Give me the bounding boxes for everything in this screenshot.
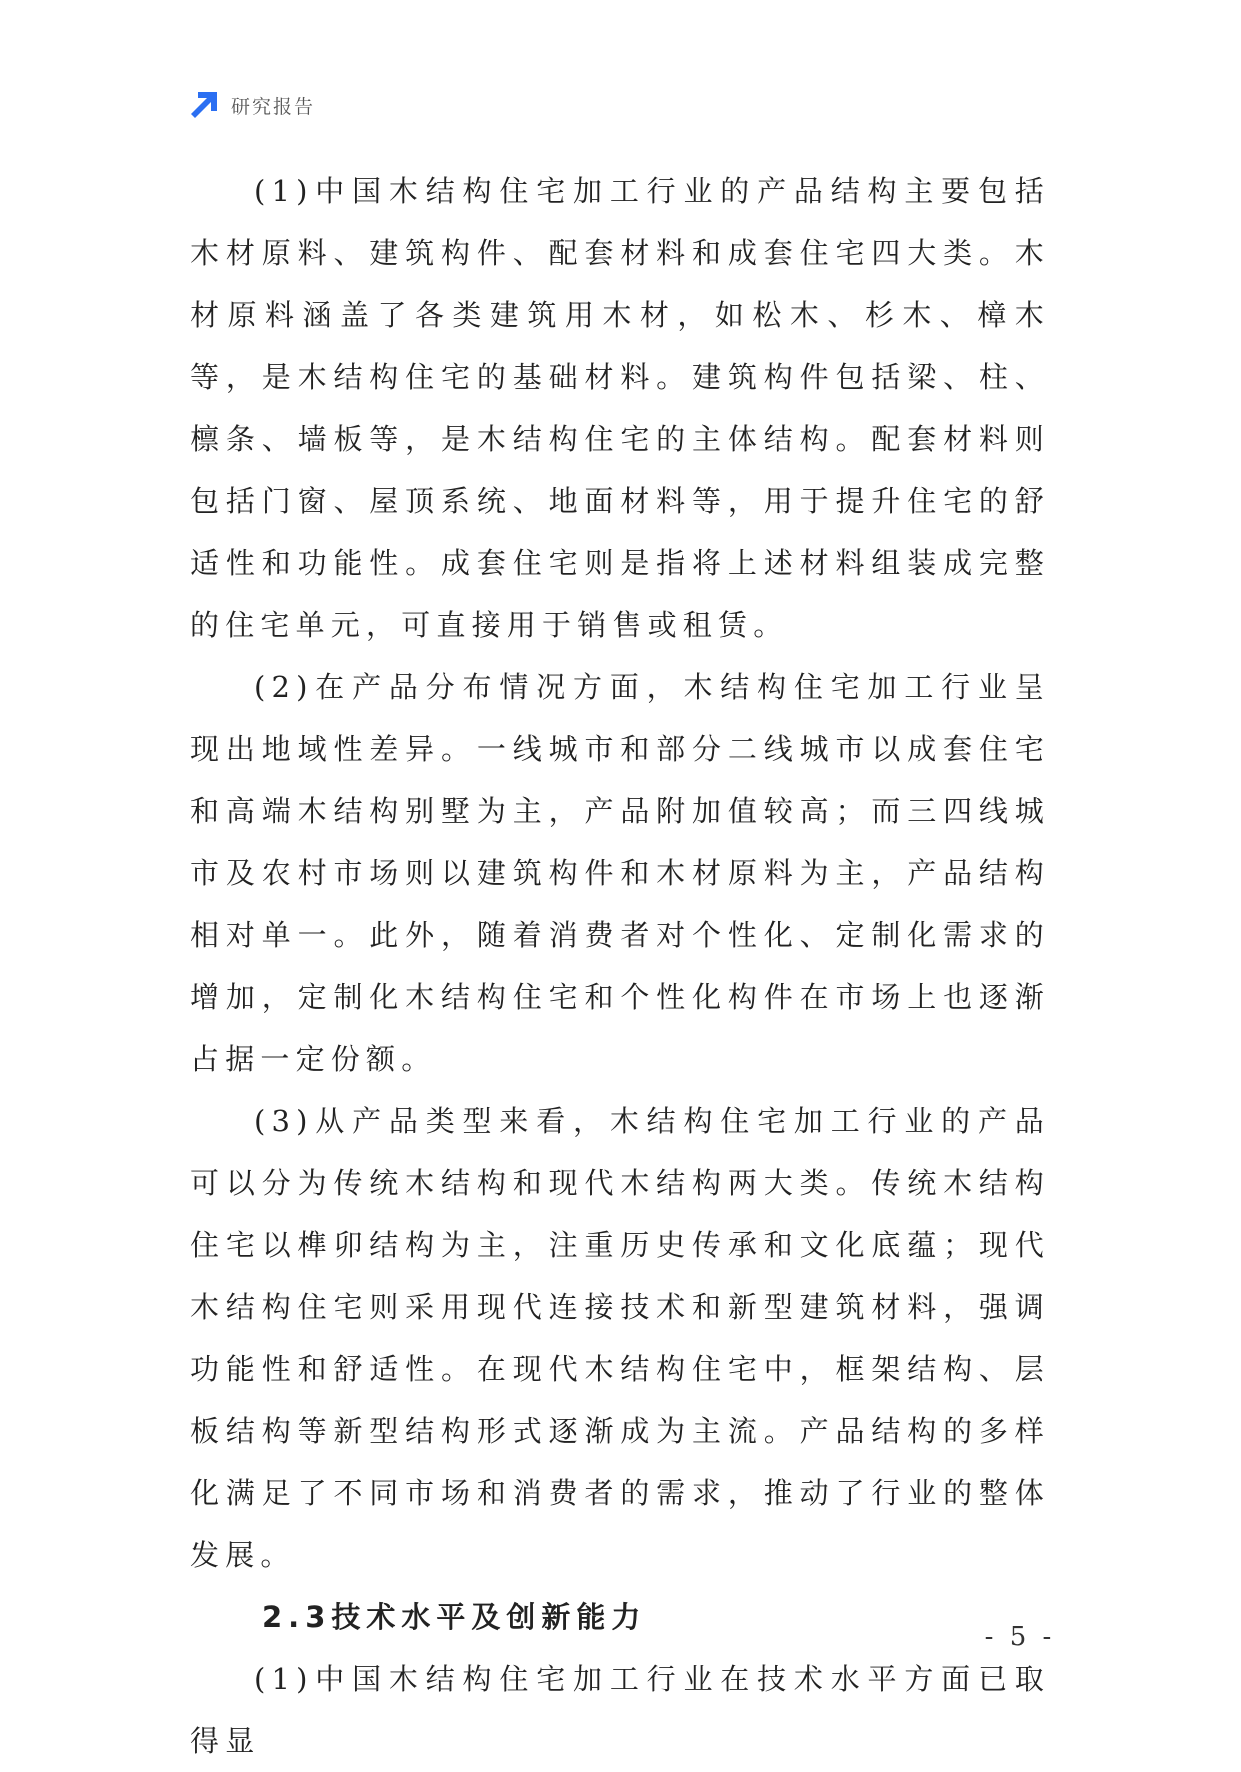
header-title: 研究报告 [231,95,316,118]
report-header [189,88,315,122]
paragraph-technology-level: (1)中国木结构住宅加工行业在技术水平方面已取得显 [190,1662,1050,1758]
paragraph-product-structure: (1)中国木结构住宅加工行业的产品结构主要包括木材原料、建筑构件、配套材料和成套住宅四大类。木材原料涵盖了各类建筑用木材，如松木、杉木、樟木等，是木结构住宅的基础材料。建筑构件包括梁、柱、檩条、墙板等，是木结构住宅的主体结构。配套材料则包括门窗、屋顶系统、地面材料等，用于提升住宅的舒适性和功能性。成套住宅则是指将上述材料组装成完整的住宅单元，可直接用于销售或租赁。 [190,174,1050,642]
page-number: - 5 - [984,1622,1056,1652]
paragraph-product-types: (3)从产品类型来看，木结构住宅加工行业的产品可以分为传统木结构和现代木结构两大类。传统木结构住宅以榫卯结构为主，注重历史传承和文化底蕴；现代木结构住宅则采用现代连接技术和新型建筑材料，强调功能性和舒适性。在现代木结构住宅中，框架结构、层板结构等新型结构形式逐渐成为主流。产品结构的多样化满足了不同市场和消费者的需求，推动了行业的整体发展。 [190,1104,1050,1572]
section-heading: 2.3技术水平及创新能力 [262,1600,647,1634]
page-content [190,160,1050,1772]
paragraph-product-distribution: (2)在产品分布情况方面，木结构住宅加工行业呈现出地域性差异。一线城市和部分二线城市以成套住宅和高端木结构别墅为主，产品附加值较高；而三四线城市及农村市场则以建筑构件和木材原料为主，产品结构相对单一。此外，随着消费者对个性化、定制化需求的增加，定制化木结构住宅和个性化构件在市场上也逐渐占据一定份额。 [190,670,1050,1076]
arrow-up-right-icon [189,90,219,120]
